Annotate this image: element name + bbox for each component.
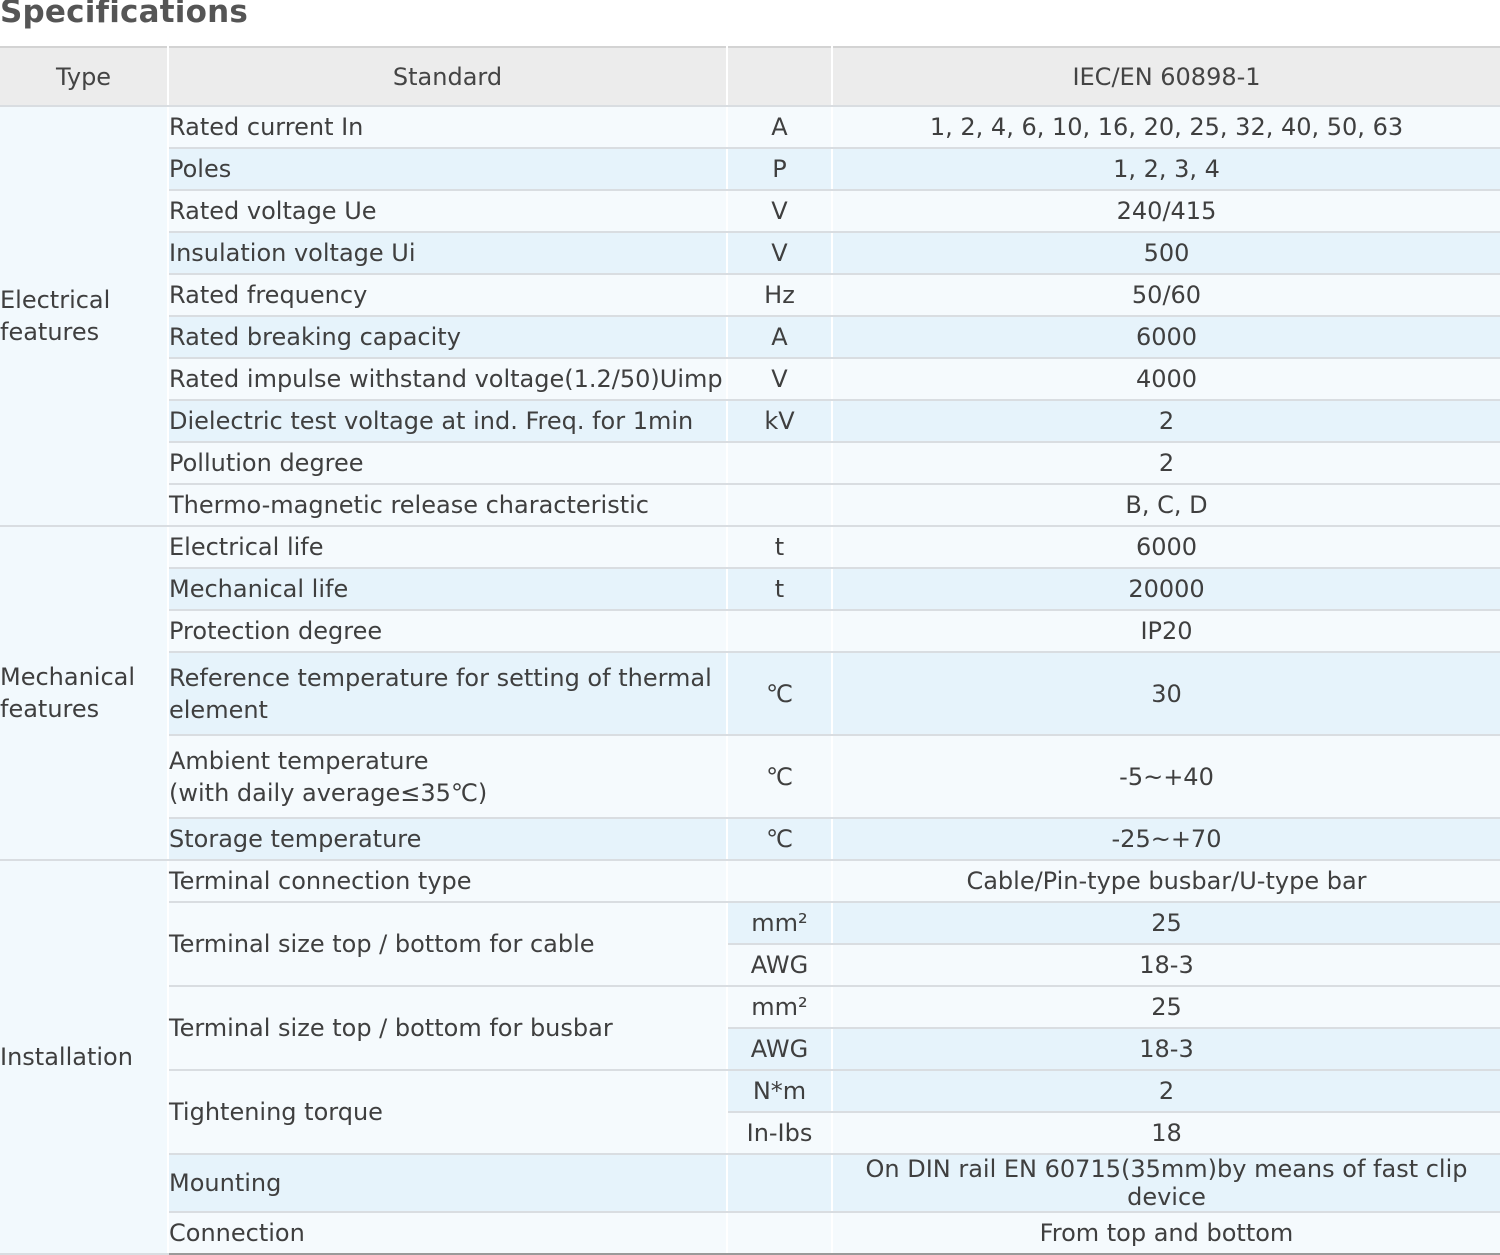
unit-cell: AWG <box>727 1028 832 1070</box>
param-label: Rated breaking capacity <box>168 316 727 358</box>
value-cell: 18-3 <box>832 1028 1500 1070</box>
header-standard: Standard <box>168 47 727 106</box>
group-electrical-features: Electrical features <box>0 106 168 526</box>
table-row <box>0 1212 1500 1254</box>
table-row <box>0 400 1500 442</box>
unit-cell: AWG <box>727 944 832 986</box>
param-label: Connection <box>168 1212 727 1254</box>
group-installation: Installation <box>0 860 168 1254</box>
value-cell: 4000 <box>832 358 1500 400</box>
unit-cell: kV <box>727 400 832 442</box>
table-row <box>0 568 1500 610</box>
value-cell: IP20 <box>832 610 1500 652</box>
unit-cell <box>727 1154 832 1212</box>
header-type: Type <box>0 47 168 106</box>
table-row <box>0 986 1500 1028</box>
value-cell: -5~+40 <box>832 735 1500 818</box>
value-cell: 50/60 <box>832 274 1500 316</box>
param-label: Ambient temperature (with daily average≤35℃) <box>168 735 727 818</box>
unit-cell <box>727 1212 832 1254</box>
param-label: Mechanical life <box>168 568 727 610</box>
param-label: Terminal size top / bottom for cable <box>168 902 727 986</box>
group-mechanical-features: Mechanical features <box>0 526 168 860</box>
value-cell: 2 <box>832 442 1500 484</box>
unit-cell: mm² <box>727 902 832 944</box>
table-row <box>0 610 1500 652</box>
unit-cell: ℃ <box>727 735 832 818</box>
value-cell: Cable/Pin-type busbar/U-type bar <box>832 860 1500 902</box>
param-label: Terminal size top / bottom for busbar <box>168 986 727 1070</box>
unit-cell <box>727 442 832 484</box>
unit-cell <box>727 484 832 526</box>
table-row <box>0 818 1500 860</box>
param-label: Storage temperature <box>168 818 727 860</box>
param-label: Rated impulse withstand voltage(1.2/50)Uimp <box>168 358 727 400</box>
table-row <box>0 316 1500 358</box>
unit-cell: A <box>727 106 832 148</box>
unit-cell: V <box>727 358 832 400</box>
value-cell: 18 <box>832 1112 1500 1154</box>
unit-cell: P <box>727 148 832 190</box>
table-row <box>0 358 1500 400</box>
table-row <box>0 526 1500 568</box>
value-cell: 6000 <box>832 526 1500 568</box>
table-row <box>0 232 1500 274</box>
param-label: Pollution degree <box>168 442 727 484</box>
value-cell: 2 <box>832 1070 1500 1112</box>
value-cell: -25~+70 <box>832 818 1500 860</box>
param-label: Dielectric test voltage at ind. Freq. for 1min <box>168 400 727 442</box>
unit-cell: t <box>727 568 832 610</box>
value-cell: 240/415 <box>832 190 1500 232</box>
unit-cell: A <box>727 316 832 358</box>
specifications-table <box>0 46 1500 1255</box>
param-label: Terminal connection type <box>168 860 727 902</box>
unit-cell: ℃ <box>727 818 832 860</box>
param-label: Rated voltage Ue <box>168 190 727 232</box>
table-row <box>0 652 1500 735</box>
param-label: Reference temperature for setting of thermal element <box>168 652 727 735</box>
unit-cell: V <box>727 232 832 274</box>
unit-cell <box>727 610 832 652</box>
header-value: IEC/EN 60898-1 <box>832 47 1500 106</box>
value-cell: 25 <box>832 986 1500 1028</box>
table-row <box>0 442 1500 484</box>
unit-cell: V <box>727 190 832 232</box>
table-row <box>0 274 1500 316</box>
header-unit <box>727 47 832 106</box>
unit-cell: mm² <box>727 986 832 1028</box>
table-row <box>0 484 1500 526</box>
unit-cell: N*m <box>727 1070 832 1112</box>
value-cell: From top and bottom <box>832 1212 1500 1254</box>
value-cell: 30 <box>832 652 1500 735</box>
value-cell: 20000 <box>832 568 1500 610</box>
value-cell: 500 <box>832 232 1500 274</box>
value-cell: On DIN rail EN 60715(35mm)by means of fast clip device <box>832 1154 1500 1212</box>
param-label: Tightening torque <box>168 1070 727 1154</box>
value-cell: 1, 2, 3, 4 <box>832 148 1500 190</box>
param-label: Rated frequency <box>168 274 727 316</box>
table-header-row <box>0 47 1500 106</box>
param-label: Protection degree <box>168 610 727 652</box>
unit-cell: t <box>727 526 832 568</box>
table-row <box>0 735 1500 818</box>
value-cell: B, C, D <box>832 484 1500 526</box>
unit-cell: ℃ <box>727 652 832 735</box>
unit-cell <box>727 860 832 902</box>
param-label: Thermo-magnetic release characteristic <box>168 484 727 526</box>
value-cell: 18-3 <box>832 944 1500 986</box>
unit-cell: Hz <box>727 274 832 316</box>
table-row <box>0 148 1500 190</box>
value-cell: 2 <box>832 400 1500 442</box>
param-label: Electrical life <box>168 526 727 568</box>
value-cell: 6000 <box>832 316 1500 358</box>
param-label: Insulation voltage Ui <box>168 232 727 274</box>
value-cell: 25 <box>832 902 1500 944</box>
value-cell: 1, 2, 4, 6, 10, 16, 20, 25, 32, 40, 50, 63 <box>832 106 1500 148</box>
table-row <box>0 1070 1500 1112</box>
param-label: Poles <box>168 148 727 190</box>
param-label: Mounting <box>168 1154 727 1212</box>
table-row <box>0 860 1500 902</box>
table-row <box>0 106 1500 148</box>
page-title: Specifications <box>0 0 249 30</box>
table-row <box>0 190 1500 232</box>
table-row <box>0 1154 1500 1212</box>
param-label: Rated current In <box>168 106 727 148</box>
unit-cell: In-Ibs <box>727 1112 832 1154</box>
table-row <box>0 902 1500 944</box>
